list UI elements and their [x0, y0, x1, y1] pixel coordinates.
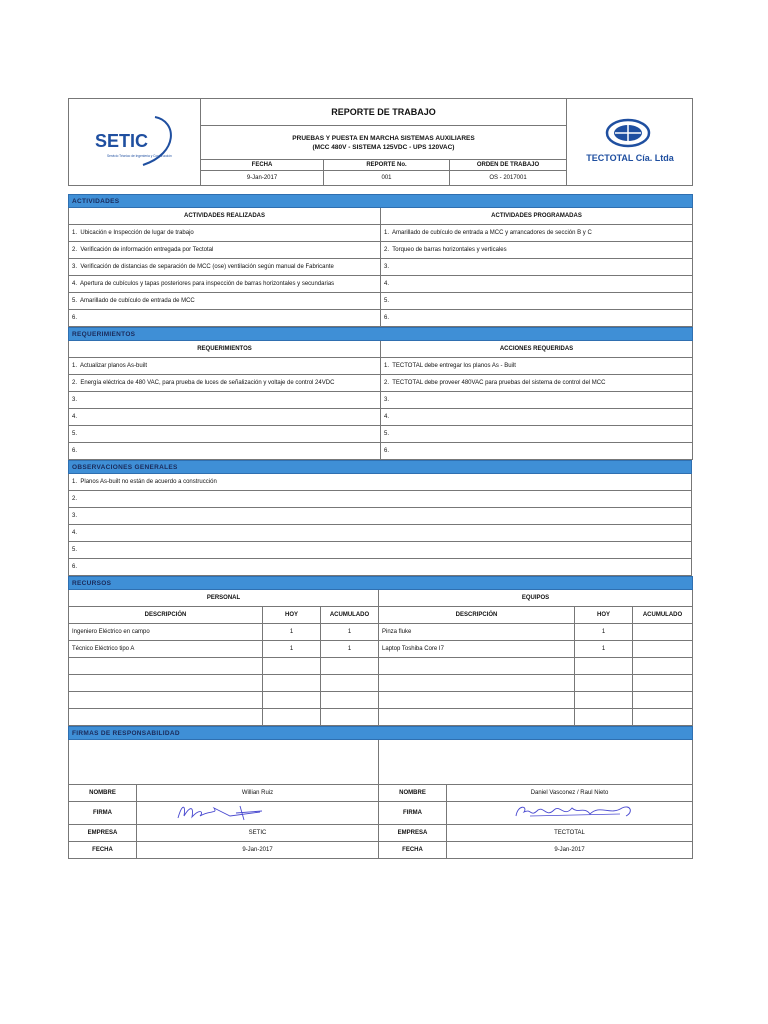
accion-cell: 5. — [381, 426, 693, 443]
table-row — [69, 559, 692, 576]
setic-logo-tagline: Servicio Técnico de Ingeniería y Construcción — [106, 154, 172, 158]
table-row — [69, 225, 693, 242]
requerimiento-cell: 1. Actualizar planos As-built — [69, 358, 381, 375]
orden-value: OS - 2017001 — [450, 170, 567, 185]
requerimiento-cell: 4. — [69, 409, 381, 426]
realizada-cell: 4. Apertura de cubículos y tapas posteriores para inspección de barras horizontales y secundarias — [69, 276, 381, 293]
accion-cell: 2. TECTOTAL debe proveer 480VAC para pruebas del sistema de control del MCC — [381, 375, 693, 392]
right-nombre-label: NOMBRE — [379, 785, 447, 802]
programada-cell: 6. — [381, 310, 693, 327]
table-row — [69, 474, 692, 491]
personal-acum-header: ACUMULADO — [321, 607, 379, 624]
personal-desc: Técnico Eléctrico tipo A — [69, 641, 263, 658]
reporte-label: REPORTE No. — [324, 159, 450, 170]
equipo-hoy: 1 — [575, 641, 633, 658]
observacion-cell: 6. — [69, 559, 692, 576]
table-row — [69, 641, 693, 658]
table-row — [69, 242, 693, 259]
equipo-desc — [379, 675, 575, 692]
right-blank-area — [379, 740, 693, 785]
requerimiento-cell: 6. — [69, 443, 381, 460]
table-row — [69, 426, 693, 443]
setic-logo-text: SETIC — [94, 131, 148, 151]
right-fecha-value: 9-Jan-2017 — [447, 842, 693, 859]
table-row — [69, 709, 693, 726]
personal-hoy — [263, 692, 321, 709]
observacion-cell: 1. Planos As-built no están de acuerdo a construcción — [69, 474, 692, 491]
personal-hoy-header: HOY — [263, 607, 321, 624]
equipo-hoy — [575, 692, 633, 709]
personal-desc — [69, 709, 263, 726]
equipo-hoy: 1 — [575, 624, 633, 641]
left-blank-area — [69, 740, 379, 785]
programada-cell: 1. Amarillado de cubículo de entrada a MCC y arrancadores de sección B y C — [381, 225, 693, 242]
realizada-cell: 1. Ubicación e Inspección de lugar de trabajo — [69, 225, 381, 242]
table-row — [69, 525, 692, 542]
report-subtitle — [201, 126, 567, 159]
right-signature — [447, 802, 693, 825]
personal-hoy — [263, 658, 321, 675]
acciones-requeridas-header: ACCIONES REQUERIDAS — [381, 341, 693, 358]
personal-hoy — [263, 675, 321, 692]
programada-cell: 4. — [381, 276, 693, 293]
equipo-acum — [633, 624, 693, 641]
personal-acum — [321, 709, 379, 726]
right-empresa-value: TECTOTAL — [447, 825, 693, 842]
requerimientos-band: REQUERIMIENTOS — [69, 328, 693, 341]
realizada-cell: 6. — [69, 310, 381, 327]
equipo-acum — [633, 692, 693, 709]
equipo-hoy — [575, 675, 633, 692]
table-row — [69, 443, 693, 460]
left-nombre-value: Willian Ruiz — [137, 785, 379, 802]
firmas-table — [68, 726, 693, 859]
programada-cell: 3. — [381, 259, 693, 276]
left-fecha-label: FECHA — [69, 842, 137, 859]
accion-cell: 6. — [381, 443, 693, 460]
actividades-programadas-header: ACTIVIDADES PROGRAMADAS — [381, 208, 693, 225]
left-fecha-value: 9-Jan-2017 — [137, 842, 379, 859]
realizada-cell: 3. Verificación de distancias de separación de MCC (ose) ventilación según manual de Fabricante — [69, 259, 381, 276]
equipos-desc-header: DESCRIPCIÓN — [379, 607, 575, 624]
requerimiento-cell: 5. — [69, 426, 381, 443]
requerimientos-header: REQUERIMIENTOS — [69, 341, 381, 358]
accion-cell: 4. — [381, 409, 693, 426]
report-header — [68, 98, 693, 186]
accion-cell: 1. TECTOTAL debe entregar los planos As - Built — [381, 358, 693, 375]
equipo-desc — [379, 692, 575, 709]
personal-hoy: 1 — [263, 624, 321, 641]
personal-hoy — [263, 709, 321, 726]
personal-desc-header: DESCRIPCIÓN — [69, 607, 263, 624]
personal-desc — [69, 675, 263, 692]
requerimientos-table — [68, 327, 693, 460]
left-empresa-label: EMPRESA — [69, 825, 137, 842]
actividades-table — [68, 194, 693, 327]
programada-cell: 2. Torqueo de barras horizontales y verticales — [381, 242, 693, 259]
table-row — [69, 508, 692, 525]
actividades-band: ACTIVIDADES — [69, 195, 693, 208]
personal-desc — [69, 692, 263, 709]
personal-acum: 1 — [321, 641, 379, 658]
equipo-desc: Laptop Toshiba Core I7 — [379, 641, 575, 658]
realizada-cell: 5. Amarillado de cubículo de entrada de MCC — [69, 293, 381, 310]
personal-acum: 1 — [321, 624, 379, 641]
setic-logo — [69, 99, 201, 186]
equipo-acum — [633, 641, 693, 658]
equipo-acum — [633, 709, 693, 726]
reporte-value: 001 — [324, 170, 450, 185]
work-report-sheet — [68, 98, 692, 883]
left-signature — [137, 802, 379, 825]
right-fecha-label: FECHA — [379, 842, 447, 859]
left-empresa-value: SETIC — [137, 825, 379, 842]
equipo-desc — [379, 658, 575, 675]
equipo-hoy — [575, 709, 633, 726]
equipo-acum — [633, 675, 693, 692]
table-row — [69, 358, 693, 375]
realizada-cell: 2. Verificación de información entregada por Tectotal — [69, 242, 381, 259]
observaciones-table — [68, 460, 692, 576]
right-empresa-label: EMPRESA — [379, 825, 447, 842]
personal-acum — [321, 675, 379, 692]
requerimiento-cell: 3. — [69, 392, 381, 409]
fecha-label: FECHA — [201, 159, 324, 170]
right-firma-label: FIRMA — [379, 802, 447, 825]
firmas-band: FIRMAS DE RESPONSABILIDAD — [69, 727, 693, 740]
left-nombre-label: NOMBRE — [69, 785, 137, 802]
personal-desc — [69, 658, 263, 675]
equipo-hoy — [575, 658, 633, 675]
right-nombre-value: Daniel Vasconez / Raul Nieto — [447, 785, 693, 802]
table-row — [69, 542, 692, 559]
equipo-desc: Pinza fluke — [379, 624, 575, 641]
table-row — [69, 392, 693, 409]
personal-desc: Ingeniero Eléctrico en campo — [69, 624, 263, 641]
actividades-realizadas-header: ACTIVIDADES REALIZADAS — [69, 208, 381, 225]
table-row — [69, 409, 693, 426]
tectotal-logo-text: TECTOTAL Cía. Ltda — [585, 153, 674, 163]
table-row — [69, 692, 693, 709]
table-row — [69, 375, 693, 392]
report-title: REPORTE DE TRABAJO — [201, 99, 567, 126]
table-row — [69, 293, 693, 310]
fecha-value: 9-Jan-2017 — [201, 170, 324, 185]
recursos-table — [68, 576, 693, 726]
table-row — [69, 491, 692, 508]
personal-hoy: 1 — [263, 641, 321, 658]
subtitle-line-2: (MCC 480V - SISTEMA 125VDC - UPS 120VAC) — [312, 143, 455, 151]
table-row — [69, 658, 693, 675]
observacion-cell: 5. — [69, 542, 692, 559]
personal-header: PERSONAL — [69, 590, 379, 607]
orden-label: ORDEN DE TRABAJO — [450, 159, 567, 170]
table-row — [69, 675, 693, 692]
equipos-acum-header: ACUMULADO — [633, 607, 693, 624]
table-row — [69, 276, 693, 293]
equipos-hoy-header: HOY — [575, 607, 633, 624]
tectotal-logo — [567, 99, 693, 186]
accion-cell: 3. — [381, 392, 693, 409]
observaciones-band: OBSERVACIONES GENERALES — [69, 461, 692, 474]
equipo-desc — [379, 709, 575, 726]
programada-cell: 5. — [381, 293, 693, 310]
left-firma-label: FIRMA — [69, 802, 137, 825]
recursos-band: RECURSOS — [69, 577, 693, 590]
observacion-cell: 3. — [69, 508, 692, 525]
table-row — [69, 624, 693, 641]
table-row — [69, 310, 693, 327]
observacion-cell: 4. — [69, 525, 692, 542]
personal-acum — [321, 692, 379, 709]
table-row — [69, 259, 693, 276]
requerimiento-cell: 2. Energía eléctrica de 480 VAC, para prueba de luces de señalización y voltaje de control 24VDC — [69, 375, 381, 392]
equipo-acum — [633, 658, 693, 675]
observacion-cell: 2. — [69, 491, 692, 508]
personal-acum — [321, 658, 379, 675]
subtitle-line-1: PRUEBAS Y PUESTA EN MARCHA SISTEMAS AUXILIARES — [292, 134, 475, 142]
equipos-header: EQUIPOS — [379, 590, 693, 607]
